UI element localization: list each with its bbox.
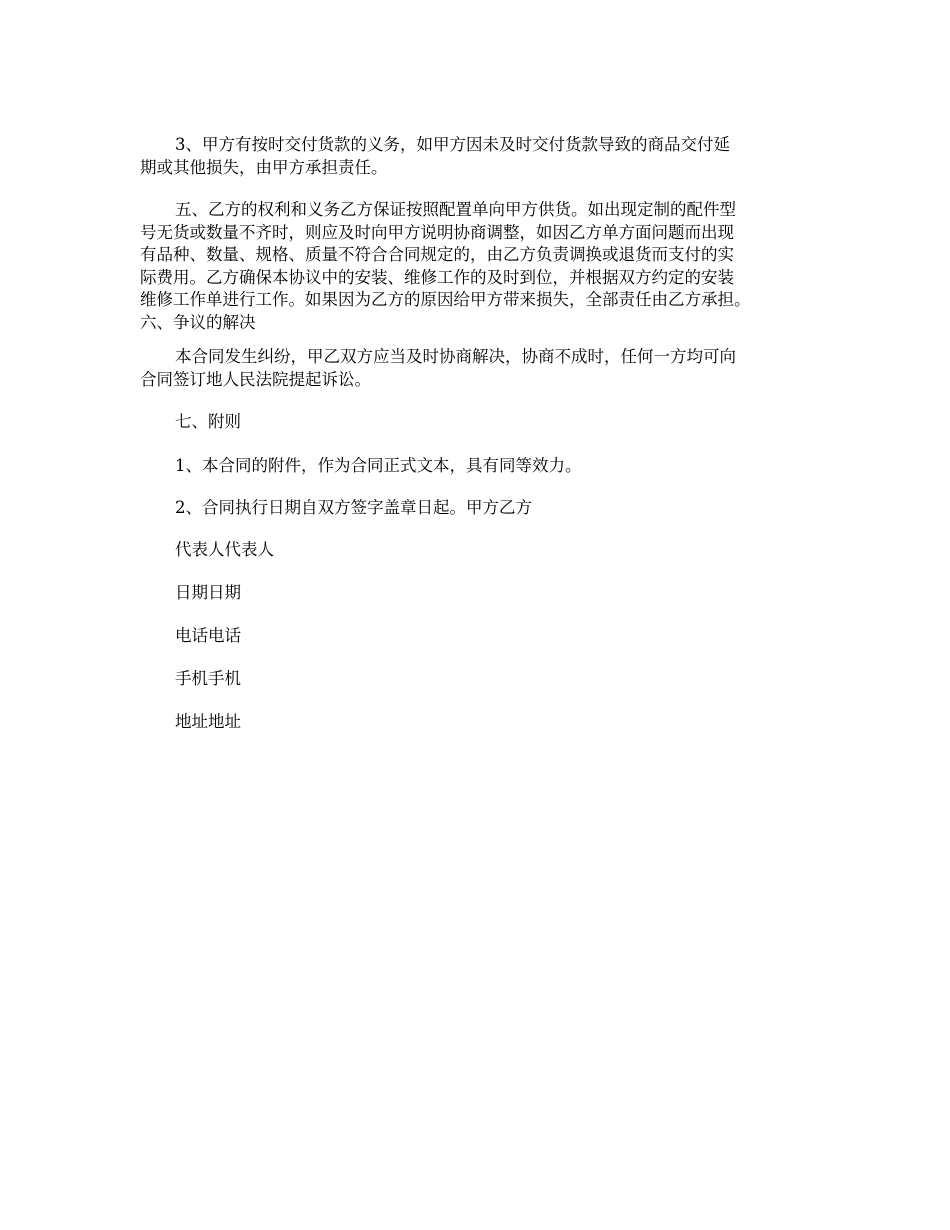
section-heading-dispute: 六、争议的解决 — [140, 312, 256, 332]
text-line: 日期日期 — [175, 583, 241, 602]
paragraph-payment-obligation — [140, 134, 820, 179]
text-line: 地址地址 — [175, 712, 241, 731]
text-line: 五、乙方的权利和义务乙方保证按照配置单向甲方供货。如出现定制的配件型 — [175, 200, 736, 219]
text-line: 有品种、数量、规格、质量不符合合同规定的，由乙方负责调换或退货而支付的实 — [140, 245, 734, 264]
text-line: 2、合同执行日期自双方签字盖章日起。甲方乙方 — [175, 498, 532, 517]
text-line: 本合同发生纠纷，甲乙双方应当及时协商解决，协商不成时，任何一方均可向 — [175, 347, 736, 366]
signature-mobile — [140, 668, 820, 691]
text-line: 期或其他损失，由甲方承担责任。 — [140, 157, 388, 177]
signature-date — [140, 582, 820, 605]
text-line: 合同签订地人民法院提起诉讼。 — [140, 369, 371, 389]
text-line: 电话电话 — [175, 626, 241, 645]
paragraph-dispute-resolution — [140, 346, 820, 391]
paragraph-appendix-2 — [140, 497, 820, 520]
text-line: 际费用。乙方确保本协议中的安装、维修工作的及时到位，并根据双方约定的安装 — [140, 267, 734, 287]
text-line: 维修工作单进行工作。如果因为乙方的原因给甲方带来损失，全部责任由乙方承担。 — [140, 290, 751, 309]
text-line: 手机手机 — [175, 669, 241, 688]
text-line: 代表人代表人 — [175, 540, 274, 559]
text-line: 3、甲方有按时交付货款的义务，如甲方因未及时交付货款导致的商品交付延 — [175, 135, 730, 154]
text-line: 七、附则 — [175, 412, 241, 431]
text-line: 号无货或数量不齐时，则应及时向甲方说明协商调整，如因乙方单方面问题而出现 — [140, 222, 734, 242]
paragraph-party-b-rights — [140, 199, 820, 334]
paragraph-appendix-1 — [140, 455, 820, 478]
section-heading-appendix — [140, 411, 820, 434]
signature-address — [140, 711, 820, 734]
text-line: 1、本合同的附件，作为合同正式文本，具有同等效力。 — [175, 456, 582, 475]
signature-phone — [140, 625, 820, 648]
signature-representative — [140, 539, 820, 562]
